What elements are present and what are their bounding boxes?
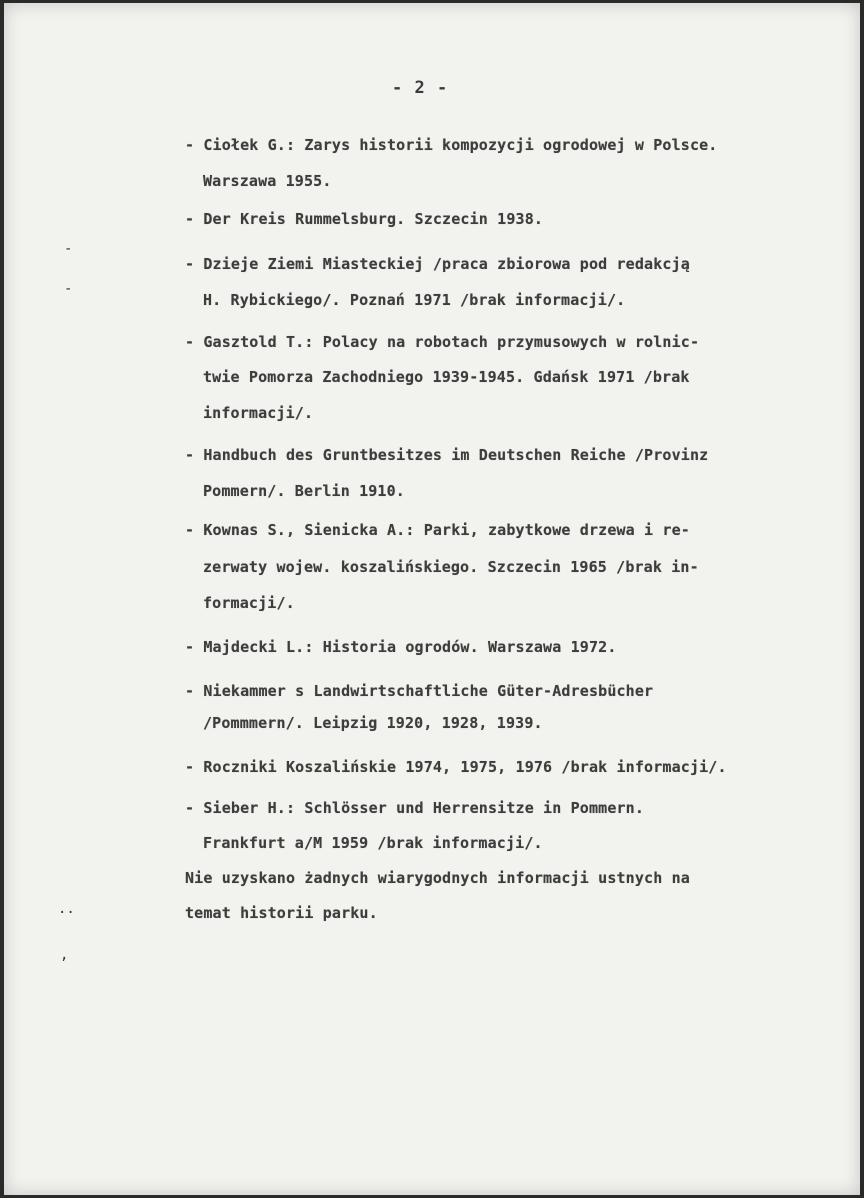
reference-line: - Handbuch des Gruntbesitzes im Deutschen Reiche /Provinz [185, 446, 709, 464]
reference-line: - Gasztold T.: Polacy na robotach przymusowych w rolnic- [185, 333, 700, 351]
reference-line: formacji/. [203, 594, 295, 612]
reference-line: /Pommmern/. Leipzig 1920, 1928, 1939. [203, 714, 543, 732]
margin-mark: - [64, 281, 73, 297]
reference-line: - Ciołek G.: Zarys historii kompozycji ogrodowej w Polsce. [185, 136, 718, 154]
reference-line: twie Pomorza Zachodniego 1939-1945. Gdańsk 1971 /brak [203, 368, 690, 386]
reference-line: temat historii parku. [185, 904, 378, 922]
reference-line: H. Rybickiego/. Poznań 1971 /brak informacji/. [203, 291, 626, 309]
reference-line: Warszawa 1955. [203, 172, 332, 190]
margin-mark: - [64, 241, 73, 257]
margin-mark: .. [58, 901, 75, 917]
reference-line: - Roczniki Koszalińskie 1974, 1975, 1976 /brak informacji/. [185, 758, 727, 776]
typewritten-page [4, 3, 860, 1195]
reference-line: - Kownas S., Sienicka A.: Parki, zabytkowe drzewa i re- [185, 521, 690, 539]
page-number: - 2 - [392, 78, 449, 98]
reference-line: - Niekammer s Landwirtschaftliche Güter-Adresbücher [185, 682, 654, 700]
reference-line: - Majdecki L.: Historia ogrodów. Warszawa 1972. [185, 638, 617, 656]
reference-line: Nie uzyskano żadnych wiarygodnych informacji ustnych na [185, 869, 690, 887]
reference-line: - Sieber H.: Schlösser und Herrensitze in Pommern. [185, 799, 645, 817]
reference-line: - Dzieje Ziemi Miasteckiej /praca zbiorowa pod redakcją [185, 255, 690, 273]
reference-line: Frankfurt a/M 1959 /brak informacji/. [203, 834, 543, 852]
reference-line: zerwaty wojew. koszalińskiego. Szczecin 1965 /brak in- [203, 558, 699, 576]
reference-line: - Der Kreis Rummelsburg. Szczecin 1938. [185, 210, 544, 228]
reference-line: Pommern/. Berlin 1910. [203, 482, 405, 500]
margin-mark: , [60, 947, 69, 963]
reference-line: informacji/. [203, 404, 314, 422]
